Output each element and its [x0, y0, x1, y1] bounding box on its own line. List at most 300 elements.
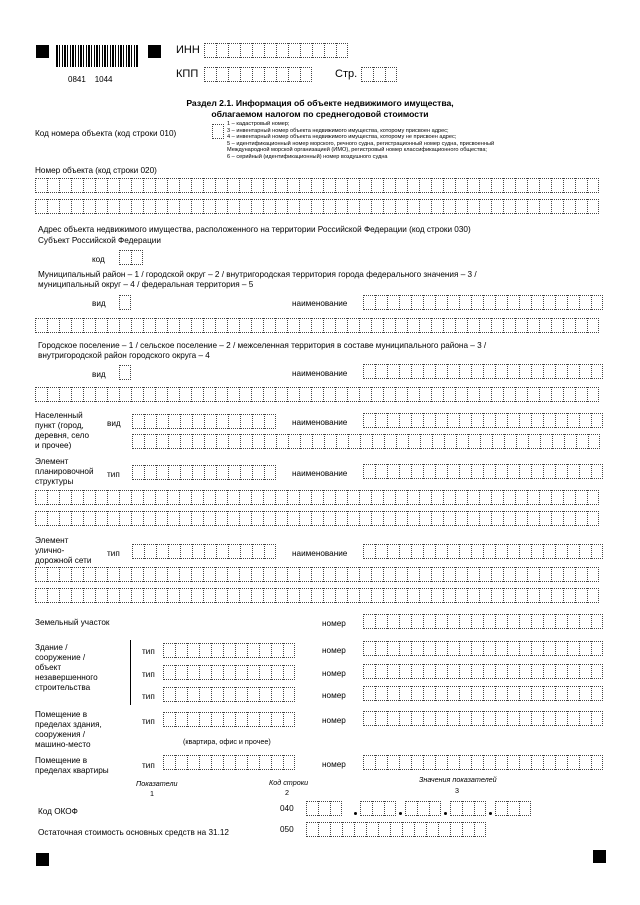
- input-cell[interactable]: [204, 544, 216, 559]
- input-cell[interactable]: [579, 641, 591, 656]
- input-cell[interactable]: [495, 755, 507, 770]
- input-cell[interactable]: [527, 588, 539, 603]
- input-cell[interactable]: [363, 544, 375, 559]
- input-cell[interactable]: [407, 387, 419, 402]
- input-cell[interactable]: [300, 43, 312, 58]
- input-cell[interactable]: [419, 318, 431, 333]
- input-cell[interactable]: [239, 490, 251, 505]
- input-cell[interactable]: [179, 490, 191, 505]
- input-cell[interactable]: [423, 544, 435, 559]
- input-cell[interactable]: [407, 199, 419, 214]
- input-cell[interactable]: [491, 387, 503, 402]
- input-cell[interactable]: [216, 544, 228, 559]
- input-cell[interactable]: [507, 664, 519, 679]
- input-cell[interactable]: [383, 490, 395, 505]
- input-cell[interactable]: [59, 567, 71, 582]
- input-cell[interactable]: [247, 755, 259, 770]
- input-cell[interactable]: [539, 318, 551, 333]
- input-cell[interactable]: [271, 712, 283, 727]
- input-cell[interactable]: [411, 364, 423, 379]
- input-cell[interactable]: [264, 43, 276, 58]
- input-cell[interactable]: [342, 822, 354, 837]
- input-cell[interactable]: [132, 434, 144, 449]
- input-cell[interactable]: [503, 178, 515, 193]
- input-cell[interactable]: [71, 178, 83, 193]
- input-cell[interactable]: [407, 318, 419, 333]
- input-cell[interactable]: [275, 387, 287, 402]
- input-cell[interactable]: [551, 511, 563, 526]
- input-cell[interactable]: [539, 511, 551, 526]
- planning-name-row2[interactable]: [35, 490, 599, 505]
- input-cell[interactable]: [203, 588, 215, 603]
- input-cell[interactable]: [579, 544, 591, 559]
- input-cell[interactable]: [435, 413, 447, 428]
- input-cell[interactable]: [483, 544, 495, 559]
- input-cell[interactable]: [239, 588, 251, 603]
- input-cell[interactable]: [271, 665, 283, 680]
- input-cell[interactable]: [143, 318, 155, 333]
- input-cell[interactable]: [175, 665, 187, 680]
- input-cell[interactable]: [199, 755, 211, 770]
- input-cell[interactable]: [423, 641, 435, 656]
- building-tip-cells-1[interactable]: [163, 643, 295, 658]
- input-cell[interactable]: [387, 364, 399, 379]
- input-cell[interactable]: [119, 490, 131, 505]
- input-cell[interactable]: [407, 588, 419, 603]
- input-cell[interactable]: [163, 687, 175, 702]
- input-cell[interactable]: [83, 567, 95, 582]
- input-cell[interactable]: [347, 387, 359, 402]
- input-cell[interactable]: [399, 464, 411, 479]
- input-cell[interactable]: [575, 199, 587, 214]
- input-cell[interactable]: [83, 511, 95, 526]
- input-cell[interactable]: [419, 199, 431, 214]
- input-cell[interactable]: [156, 434, 168, 449]
- input-cell[interactable]: [163, 712, 175, 727]
- input-cell[interactable]: [435, 686, 447, 701]
- input-cell[interactable]: [575, 318, 587, 333]
- input-cell[interactable]: [259, 665, 271, 680]
- input-cell[interactable]: [467, 511, 479, 526]
- input-cell[interactable]: [47, 490, 59, 505]
- input-cell[interactable]: [83, 199, 95, 214]
- input-cell[interactable]: [216, 465, 228, 480]
- input-cell[interactable]: [431, 490, 443, 505]
- input-cell[interactable]: [324, 434, 336, 449]
- input-cell[interactable]: [211, 712, 223, 727]
- input-cell[interactable]: [263, 567, 275, 582]
- input-cell[interactable]: [335, 387, 347, 402]
- input-cell[interactable]: [555, 614, 567, 629]
- input-cell[interactable]: [551, 588, 563, 603]
- input-cell[interactable]: [239, 199, 251, 214]
- input-cell[interactable]: [59, 387, 71, 402]
- input-cell[interactable]: [563, 178, 575, 193]
- input-cell[interactable]: [155, 490, 167, 505]
- input-cell[interactable]: [199, 665, 211, 680]
- input-cell[interactable]: [467, 318, 479, 333]
- input-cell[interactable]: [95, 511, 107, 526]
- okof-cells-5[interactable]: [495, 801, 531, 816]
- input-cell[interactable]: [335, 178, 347, 193]
- input-cell[interactable]: [35, 588, 47, 603]
- input-cell[interactable]: [363, 641, 375, 656]
- input-cell[interactable]: [491, 318, 503, 333]
- input-cell[interactable]: [239, 178, 251, 193]
- input-cell[interactable]: [471, 364, 483, 379]
- input-cell[interactable]: [287, 178, 299, 193]
- input-cell[interactable]: [179, 567, 191, 582]
- input-cell[interactable]: [407, 511, 419, 526]
- input-cell[interactable]: [435, 295, 447, 310]
- input-cell[interactable]: [335, 588, 347, 603]
- street-tip-cells[interactable]: [132, 544, 276, 559]
- input-cell[interactable]: [375, 664, 387, 679]
- input-cell[interactable]: [587, 318, 599, 333]
- input-cell[interactable]: [543, 364, 555, 379]
- input-cell[interactable]: [551, 567, 563, 582]
- input-cell[interactable]: [180, 465, 192, 480]
- input-cell[interactable]: [283, 712, 295, 727]
- input-cell[interactable]: [211, 755, 223, 770]
- input-cell[interactable]: [495, 801, 507, 816]
- input-cell[interactable]: [299, 511, 311, 526]
- input-cell[interactable]: [491, 511, 503, 526]
- input-cell[interactable]: [459, 711, 471, 726]
- input-cell[interactable]: [212, 124, 224, 139]
- input-cell[interactable]: [591, 641, 603, 656]
- input-cell[interactable]: [359, 199, 371, 214]
- input-cell[interactable]: [543, 544, 555, 559]
- input-cell[interactable]: [95, 178, 107, 193]
- input-cell[interactable]: [402, 822, 414, 837]
- input-cell[interactable]: [335, 490, 347, 505]
- input-cell[interactable]: [456, 434, 468, 449]
- input-cell[interactable]: [551, 178, 563, 193]
- input-cell[interactable]: [359, 490, 371, 505]
- premises-tip-cells[interactable]: [163, 712, 295, 727]
- input-cell[interactable]: [168, 414, 180, 429]
- input-cell[interactable]: [187, 665, 199, 680]
- input-cell[interactable]: [411, 413, 423, 428]
- input-cell[interactable]: [318, 801, 330, 816]
- input-cell[interactable]: [515, 490, 527, 505]
- input-cell[interactable]: [491, 199, 503, 214]
- input-cell[interactable]: [59, 490, 71, 505]
- planning-tip-cells[interactable]: [132, 465, 276, 480]
- input-cell[interactable]: [59, 318, 71, 333]
- input-cell[interactable]: [479, 318, 491, 333]
- input-cell[interactable]: [504, 434, 516, 449]
- input-cell[interactable]: [579, 755, 591, 770]
- input-cell[interactable]: [471, 295, 483, 310]
- input-cell[interactable]: [363, 413, 375, 428]
- input-cell[interactable]: [199, 687, 211, 702]
- input-cell[interactable]: [227, 387, 239, 402]
- input-cell[interactable]: [359, 511, 371, 526]
- input-cell[interactable]: [131, 511, 143, 526]
- input-cell[interactable]: [507, 641, 519, 656]
- input-cell[interactable]: [474, 801, 486, 816]
- input-cell[interactable]: [462, 822, 474, 837]
- input-cell[interactable]: [71, 199, 83, 214]
- input-cell[interactable]: [443, 199, 455, 214]
- input-cell[interactable]: [263, 490, 275, 505]
- input-cell[interactable]: [387, 295, 399, 310]
- input-cell[interactable]: [132, 414, 144, 429]
- building-number-cells-1[interactable]: [363, 641, 603, 656]
- input-cell[interactable]: [107, 511, 119, 526]
- input-cell[interactable]: [527, 511, 539, 526]
- input-cell[interactable]: [47, 387, 59, 402]
- input-cell[interactable]: [399, 641, 411, 656]
- input-cell[interactable]: [411, 295, 423, 310]
- input-cell[interactable]: [199, 712, 211, 727]
- input-cell[interactable]: [306, 801, 318, 816]
- input-cell[interactable]: [144, 414, 156, 429]
- input-cell[interactable]: [395, 490, 407, 505]
- input-cell[interactable]: [275, 567, 287, 582]
- input-cell[interactable]: [223, 643, 235, 658]
- input-cell[interactable]: [555, 464, 567, 479]
- input-cell[interactable]: [252, 434, 264, 449]
- input-cell[interactable]: [264, 67, 276, 82]
- input-cell[interactable]: [119, 365, 131, 380]
- input-cell[interactable]: [479, 567, 491, 582]
- input-cell[interactable]: [143, 199, 155, 214]
- input-cell[interactable]: [375, 755, 387, 770]
- input-cell[interactable]: [287, 588, 299, 603]
- input-cell[interactable]: [575, 567, 587, 582]
- input-cell[interactable]: [423, 664, 435, 679]
- input-cell[interactable]: [515, 178, 527, 193]
- input-cell[interactable]: [383, 178, 395, 193]
- input-cell[interactable]: [167, 511, 179, 526]
- input-cell[interactable]: [259, 643, 271, 658]
- input-cell[interactable]: [167, 199, 179, 214]
- input-cell[interactable]: [95, 567, 107, 582]
- input-cell[interactable]: [211, 643, 223, 658]
- input-cell[interactable]: [59, 511, 71, 526]
- input-cell[interactable]: [555, 755, 567, 770]
- input-cell[interactable]: [435, 711, 447, 726]
- input-cell[interactable]: [483, 686, 495, 701]
- input-cell[interactable]: [179, 318, 191, 333]
- input-cell[interactable]: [387, 686, 399, 701]
- input-cell[interactable]: [587, 511, 599, 526]
- input-cell[interactable]: [95, 490, 107, 505]
- input-cell[interactable]: [175, 712, 187, 727]
- input-cell[interactable]: [187, 712, 199, 727]
- input-cell[interactable]: [555, 641, 567, 656]
- input-cell[interactable]: [363, 464, 375, 479]
- input-cell[interactable]: [567, 641, 579, 656]
- planning-name-row1[interactable]: [363, 464, 603, 479]
- input-cell[interactable]: [192, 544, 204, 559]
- input-cell[interactable]: [371, 387, 383, 402]
- input-cell[interactable]: [311, 588, 323, 603]
- input-cell[interactable]: [531, 413, 543, 428]
- input-cell[interactable]: [204, 434, 216, 449]
- input-cell[interactable]: [483, 641, 495, 656]
- input-cell[interactable]: [155, 387, 167, 402]
- input-cell[interactable]: [567, 295, 579, 310]
- input-cell[interactable]: [507, 413, 519, 428]
- input-cell[interactable]: [131, 588, 143, 603]
- input-cell[interactable]: [507, 464, 519, 479]
- input-cell[interactable]: [163, 755, 175, 770]
- input-cell[interactable]: [187, 755, 199, 770]
- input-cell[interactable]: [168, 434, 180, 449]
- input-cell[interactable]: [263, 511, 275, 526]
- input-cell[interactable]: [455, 199, 467, 214]
- building-number-cells-2[interactable]: [363, 664, 603, 679]
- input-cell[interactable]: [495, 413, 507, 428]
- input-cell[interactable]: [35, 567, 47, 582]
- input-cell[interactable]: [35, 511, 47, 526]
- input-cell[interactable]: [555, 364, 567, 379]
- input-cell[interactable]: [240, 67, 252, 82]
- input-cell[interactable]: [587, 387, 599, 402]
- input-cell[interactable]: [531, 755, 543, 770]
- input-cell[interactable]: [474, 822, 486, 837]
- input-cell[interactable]: [447, 295, 459, 310]
- input-cell[interactable]: [375, 641, 387, 656]
- input-cell[interactable]: [363, 295, 375, 310]
- input-cell[interactable]: [419, 588, 431, 603]
- input-cell[interactable]: [555, 295, 567, 310]
- input-cell[interactable]: [287, 387, 299, 402]
- input-cell[interactable]: [515, 199, 527, 214]
- input-cell[interactable]: [336, 43, 348, 58]
- okof-cells-1[interactable]: [306, 801, 342, 816]
- input-cell[interactable]: [459, 614, 471, 629]
- input-cell[interactable]: [95, 588, 107, 603]
- input-cell[interactable]: [375, 544, 387, 559]
- input-cell[interactable]: [383, 318, 395, 333]
- input-cell[interactable]: [227, 511, 239, 526]
- input-cell[interactable]: [167, 490, 179, 505]
- input-cell[interactable]: [431, 318, 443, 333]
- input-cell[interactable]: [443, 490, 455, 505]
- input-cell[interactable]: [251, 567, 263, 582]
- input-cell[interactable]: [228, 544, 240, 559]
- input-cell[interactable]: [455, 178, 467, 193]
- input-cell[interactable]: [563, 318, 575, 333]
- input-cell[interactable]: [591, 614, 603, 629]
- input-cell[interactable]: [495, 711, 507, 726]
- input-cell[interactable]: [348, 434, 360, 449]
- input-cell[interactable]: [263, 199, 275, 214]
- input-cell[interactable]: [264, 434, 276, 449]
- input-cell[interactable]: [507, 295, 519, 310]
- input-cell[interactable]: [371, 588, 383, 603]
- input-cell[interactable]: [455, 567, 467, 582]
- input-cell[interactable]: [435, 641, 447, 656]
- input-cell[interactable]: [240, 544, 252, 559]
- input-cell[interactable]: [543, 295, 555, 310]
- input-cell[interactable]: [387, 614, 399, 629]
- input-cell[interactable]: [399, 664, 411, 679]
- settlement-name-row2[interactable]: [35, 387, 599, 402]
- settlement-vid-cell[interactable]: [119, 365, 131, 380]
- input-cell[interactable]: [419, 387, 431, 402]
- input-cell[interactable]: [503, 588, 515, 603]
- input-cell[interactable]: [591, 755, 603, 770]
- input-cell[interactable]: [191, 567, 203, 582]
- input-cell[interactable]: [228, 414, 240, 429]
- input-cell[interactable]: [191, 199, 203, 214]
- input-cell[interactable]: [467, 387, 479, 402]
- input-cell[interactable]: [423, 614, 435, 629]
- input-cell[interactable]: [419, 567, 431, 582]
- input-cell[interactable]: [299, 318, 311, 333]
- input-cell[interactable]: [411, 686, 423, 701]
- input-cell[interactable]: [491, 567, 503, 582]
- input-cell[interactable]: [527, 178, 539, 193]
- input-cell[interactable]: [503, 511, 515, 526]
- input-cell[interactable]: [419, 178, 431, 193]
- input-cell[interactable]: [519, 544, 531, 559]
- input-cell[interactable]: [275, 178, 287, 193]
- input-cell[interactable]: [411, 641, 423, 656]
- input-cell[interactable]: [371, 490, 383, 505]
- building-tip-cells-3[interactable]: [163, 687, 295, 702]
- input-cell[interactable]: [371, 567, 383, 582]
- input-cell[interactable]: [495, 641, 507, 656]
- input-cell[interactable]: [579, 295, 591, 310]
- input-cell[interactable]: [216, 43, 228, 58]
- input-cell[interactable]: [187, 643, 199, 658]
- input-cell[interactable]: [288, 434, 300, 449]
- input-cell[interactable]: [323, 199, 335, 214]
- input-cell[interactable]: [71, 588, 83, 603]
- input-cell[interactable]: [471, 686, 483, 701]
- input-cell[interactable]: [419, 511, 431, 526]
- input-cell[interactable]: [519, 664, 531, 679]
- input-cell[interactable]: [543, 413, 555, 428]
- input-cell[interactable]: [495, 295, 507, 310]
- input-cell[interactable]: [396, 434, 408, 449]
- input-cell[interactable]: [495, 544, 507, 559]
- input-cell[interactable]: [263, 318, 275, 333]
- page-cells[interactable]: [361, 67, 397, 82]
- input-cell[interactable]: [251, 318, 263, 333]
- input-cell[interactable]: [251, 199, 263, 214]
- input-cell[interactable]: [395, 178, 407, 193]
- input-cell[interactable]: [483, 711, 495, 726]
- input-cell[interactable]: [492, 434, 504, 449]
- input-cell[interactable]: [167, 588, 179, 603]
- input-cell[interactable]: [107, 178, 119, 193]
- input-cell[interactable]: [223, 665, 235, 680]
- input-cell[interactable]: [539, 490, 551, 505]
- input-cell[interactable]: [47, 588, 59, 603]
- input-cell[interactable]: [263, 588, 275, 603]
- input-cell[interactable]: [447, 544, 459, 559]
- input-cell[interactable]: [347, 199, 359, 214]
- input-cell[interactable]: [275, 199, 287, 214]
- okof-cells-3[interactable]: [405, 801, 441, 816]
- building-number-cells-3[interactable]: [363, 686, 603, 701]
- input-cell[interactable]: [423, 686, 435, 701]
- input-cell[interactable]: [311, 511, 323, 526]
- input-cell[interactable]: [276, 43, 288, 58]
- input-cell[interactable]: [399, 755, 411, 770]
- input-cell[interactable]: [567, 544, 579, 559]
- input-cell[interactable]: [227, 199, 239, 214]
- input-cell[interactable]: [47, 318, 59, 333]
